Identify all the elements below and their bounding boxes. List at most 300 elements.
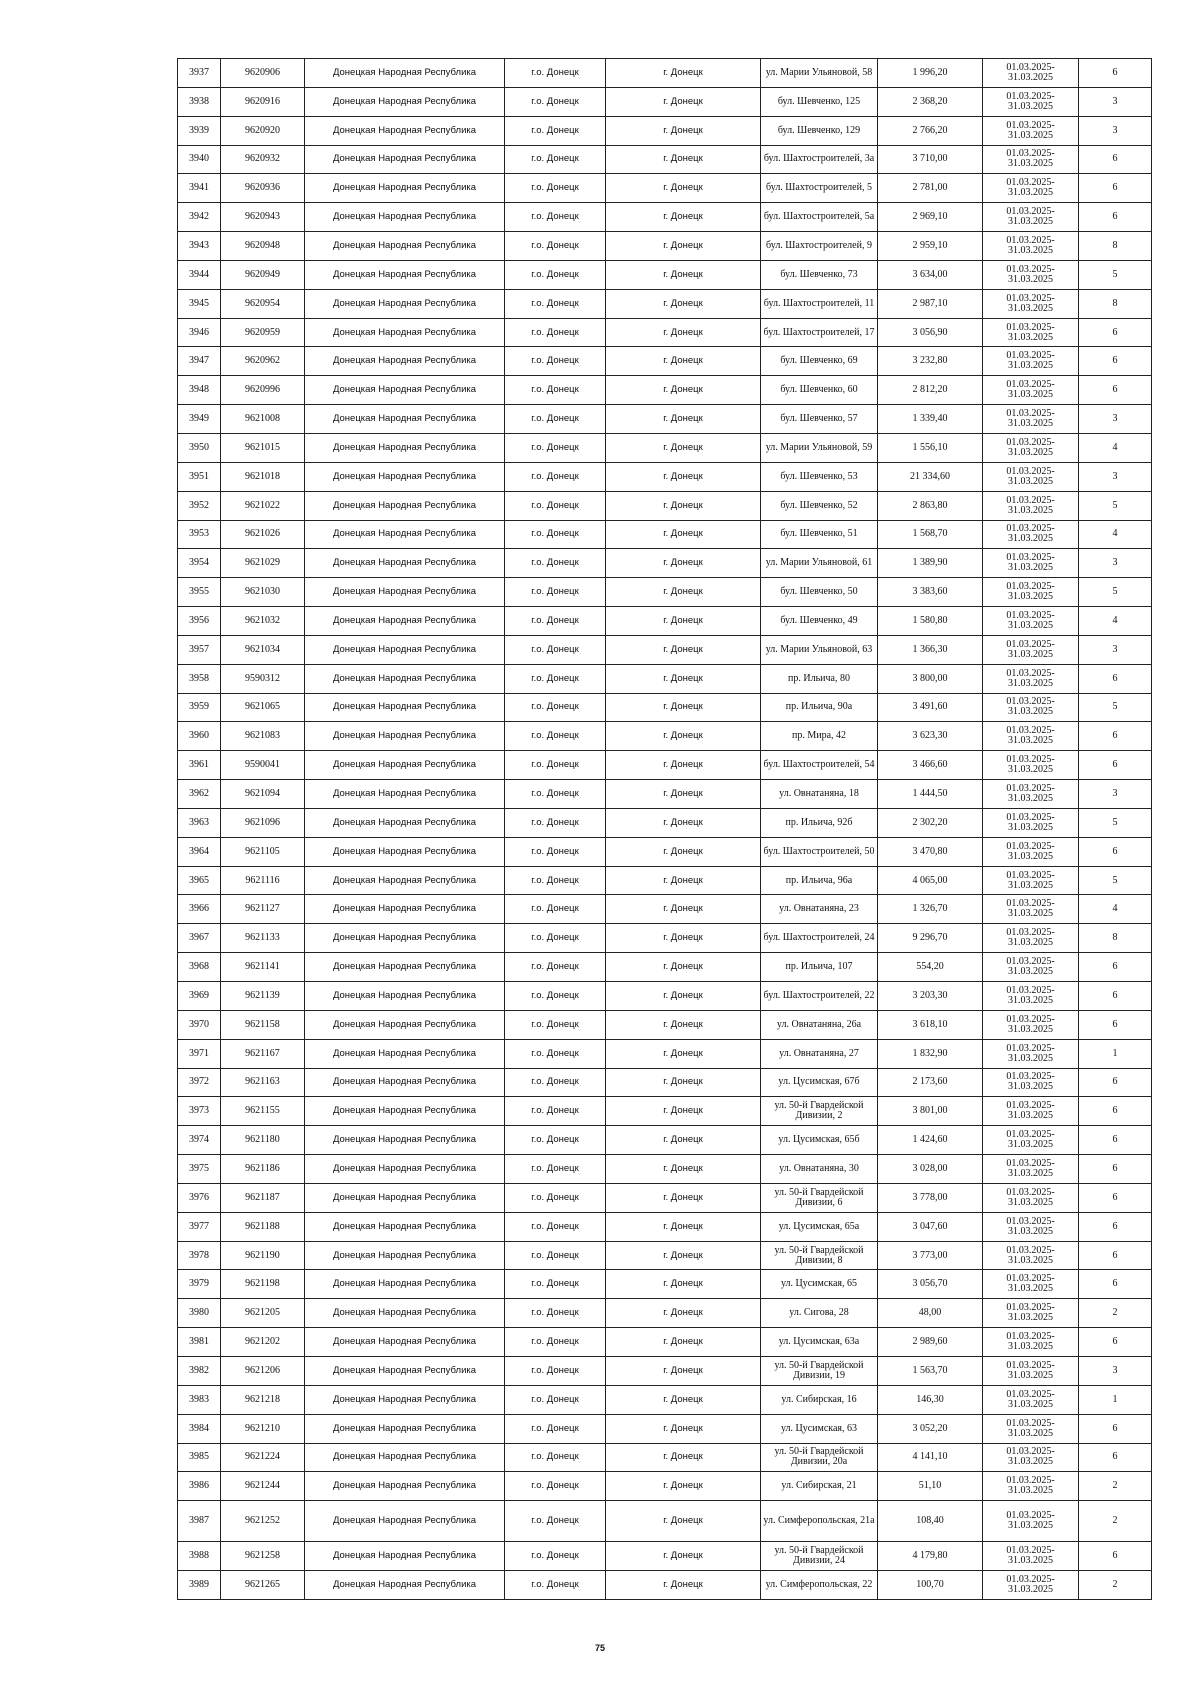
settlement-cell: г. Донецк — [606, 87, 761, 116]
settlement-cell: г. Донецк — [606, 1328, 761, 1357]
area-value-cell: 3 232,80 — [878, 347, 983, 376]
settlement-cell: г. Донецк — [606, 1443, 761, 1472]
object-code-cell: 9621029 — [221, 549, 305, 578]
region-cell: Донецкая Народная Республика — [305, 87, 505, 116]
row-number-cell: 3964 — [178, 837, 221, 866]
count-value-cell: 3 — [1079, 405, 1152, 434]
municipal-district-cell: г.о. Донецк — [505, 635, 606, 664]
period-cell: 01.03.2025- 31.03.2025 — [983, 693, 1079, 722]
count-value-cell: 6 — [1079, 1097, 1152, 1126]
count-value-cell: 1 — [1079, 1385, 1152, 1414]
address-cell: ул. Марии Ульяновой, 61 — [761, 549, 878, 578]
address-cell: ул. Овнатаняна, 30 — [761, 1155, 878, 1184]
table-row — [178, 87, 1152, 116]
region-cell: Донецкая Народная Республика — [305, 347, 505, 376]
municipal-district-cell: г.о. Донецк — [505, 837, 606, 866]
region-cell: Донецкая Народная Республика — [305, 433, 505, 462]
row-number-cell: 3948 — [178, 376, 221, 405]
period-cell: 01.03.2025- 31.03.2025 — [983, 116, 1079, 145]
address-cell: бул. Шевченко, 57 — [761, 405, 878, 434]
address-cell: бул. Шевченко, 49 — [761, 607, 878, 636]
address-cell: пр. Ильича, 96а — [761, 866, 878, 895]
address-cell: бул. Шахтостроителей, 24 — [761, 924, 878, 953]
settlement-cell: г. Донецк — [606, 837, 761, 866]
table-row — [178, 145, 1152, 174]
period-cell: 01.03.2025- 31.03.2025 — [983, 520, 1079, 549]
region-cell: Донецкая Народная Республика — [305, 1328, 505, 1357]
period-cell: 01.03.2025- 31.03.2025 — [983, 751, 1079, 780]
municipal-district-cell: г.о. Донецк — [505, 462, 606, 491]
count-value-cell: 5 — [1079, 808, 1152, 837]
address-cell: пр. Ильича, 92б — [761, 808, 878, 837]
settlement-cell: г. Донецк — [606, 116, 761, 145]
row-number-cell: 3985 — [178, 1443, 221, 1472]
count-value-cell: 6 — [1079, 145, 1152, 174]
period-cell: 01.03.2025- 31.03.2025 — [983, 982, 1079, 1011]
settlement-cell: г. Донецк — [606, 1414, 761, 1443]
municipal-district-cell: г.о. Донецк — [505, 607, 606, 636]
period-cell: 01.03.2025- 31.03.2025 — [983, 1501, 1079, 1542]
address-cell: бул. Шевченко, 53 — [761, 462, 878, 491]
period-cell: 01.03.2025- 31.03.2025 — [983, 837, 1079, 866]
region-cell: Донецкая Народная Республика — [305, 1443, 505, 1472]
row-number-cell: 3986 — [178, 1472, 221, 1501]
area-value-cell: 21 334,60 — [878, 462, 983, 491]
object-code-cell: 9621094 — [221, 780, 305, 809]
count-value-cell: 1 — [1079, 1039, 1152, 1068]
region-cell: Донецкая Народная Республика — [305, 1097, 505, 1126]
period-cell: 01.03.2025- 31.03.2025 — [983, 1183, 1079, 1212]
address-cell: ул. Цусимская, 67б — [761, 1068, 878, 1097]
municipal-district-cell: г.о. Донецк — [505, 693, 606, 722]
address-cell: бул. Шевченко, 50 — [761, 578, 878, 607]
table-row — [178, 982, 1152, 1011]
region-cell: Донецкая Народная Республика — [305, 837, 505, 866]
area-value-cell: 4 141,10 — [878, 1443, 983, 1472]
address-cell: ул. Цусимская, 65 — [761, 1270, 878, 1299]
row-number-cell: 3982 — [178, 1356, 221, 1385]
region-cell: Донецкая Народная Республика — [305, 1385, 505, 1414]
address-cell: пр. Ильича, 107 — [761, 953, 878, 982]
municipal-district-cell: г.о. Донецк — [505, 780, 606, 809]
region-cell: Донецкая Народная Республика — [305, 808, 505, 837]
region-cell: Донецкая Народная Республика — [305, 1212, 505, 1241]
row-number-cell: 3954 — [178, 549, 221, 578]
row-number-cell: 3970 — [178, 1010, 221, 1039]
count-value-cell: 4 — [1079, 607, 1152, 636]
object-code-cell: 9620954 — [221, 289, 305, 318]
region-cell: Донецкая Народная Республика — [305, 1126, 505, 1155]
count-value-cell: 6 — [1079, 1542, 1152, 1571]
address-cell: бул. Шахтостроителей, 50 — [761, 837, 878, 866]
count-value-cell: 3 — [1079, 780, 1152, 809]
period-cell: 01.03.2025- 31.03.2025 — [983, 59, 1079, 88]
area-value-cell: 2 302,20 — [878, 808, 983, 837]
table-row — [178, 1212, 1152, 1241]
period-cell: 01.03.2025- 31.03.2025 — [983, 722, 1079, 751]
area-value-cell: 2 987,10 — [878, 289, 983, 318]
address-cell: ул. Овнатаняна, 26а — [761, 1010, 878, 1039]
object-code-cell: 9621210 — [221, 1414, 305, 1443]
settlement-cell: г. Донецк — [606, 1472, 761, 1501]
row-number-cell: 3971 — [178, 1039, 221, 1068]
municipal-district-cell: г.о. Донецк — [505, 578, 606, 607]
count-value-cell: 6 — [1079, 1155, 1152, 1184]
count-value-cell: 6 — [1079, 1212, 1152, 1241]
region-cell: Донецкая Народная Республика — [305, 376, 505, 405]
row-number-cell: 3937 — [178, 59, 221, 88]
period-cell: 01.03.2025- 31.03.2025 — [983, 1039, 1079, 1068]
count-value-cell: 6 — [1079, 347, 1152, 376]
address-cell: ул. Цусимская, 65а — [761, 1212, 878, 1241]
area-value-cell: 1 424,60 — [878, 1126, 983, 1155]
settlement-cell: г. Донецк — [606, 664, 761, 693]
area-value-cell: 2 969,10 — [878, 203, 983, 232]
row-number-cell: 3958 — [178, 664, 221, 693]
area-value-cell: 100,70 — [878, 1571, 983, 1600]
municipal-district-cell: г.о. Донецк — [505, 1010, 606, 1039]
count-value-cell: 8 — [1079, 924, 1152, 953]
period-cell: 01.03.2025- 31.03.2025 — [983, 780, 1079, 809]
count-value-cell: 8 — [1079, 289, 1152, 318]
settlement-cell: г. Донецк — [606, 260, 761, 289]
region-cell: Донецкая Народная Республика — [305, 232, 505, 261]
row-number-cell: 3945 — [178, 289, 221, 318]
region-cell: Донецкая Народная Республика — [305, 578, 505, 607]
area-value-cell: 3 203,30 — [878, 982, 983, 1011]
region-cell: Донецкая Народная Республика — [305, 635, 505, 664]
object-code-cell: 9621198 — [221, 1270, 305, 1299]
period-cell: 01.03.2025- 31.03.2025 — [983, 1356, 1079, 1385]
municipal-district-cell: г.о. Донецк — [505, 1270, 606, 1299]
count-value-cell: 6 — [1079, 1068, 1152, 1097]
period-cell: 01.03.2025- 31.03.2025 — [983, 347, 1079, 376]
count-value-cell: 4 — [1079, 433, 1152, 462]
period-cell: 01.03.2025- 31.03.2025 — [983, 1472, 1079, 1501]
settlement-cell: г. Донецк — [606, 376, 761, 405]
row-number-cell: 3983 — [178, 1385, 221, 1414]
address-cell: бул. Шевченко, 73 — [761, 260, 878, 289]
municipal-district-cell: г.о. Донецк — [505, 87, 606, 116]
object-code-cell: 9620906 — [221, 59, 305, 88]
object-code-cell: 9621186 — [221, 1155, 305, 1184]
settlement-cell: г. Донецк — [606, 462, 761, 491]
region-cell: Донецкая Народная Республика — [305, 174, 505, 203]
settlement-cell: г. Донецк — [606, 491, 761, 520]
row-number-cell: 3963 — [178, 808, 221, 837]
address-cell: ул. 50-й Гвардейской Дивизии, 24 — [761, 1542, 878, 1571]
settlement-cell: г. Донецк — [606, 405, 761, 434]
row-number-cell: 3938 — [178, 87, 221, 116]
object-code-cell: 9620959 — [221, 318, 305, 347]
count-value-cell: 6 — [1079, 1010, 1152, 1039]
count-value-cell: 5 — [1079, 693, 1152, 722]
table-row — [178, 1126, 1152, 1155]
table-row — [178, 607, 1152, 636]
area-value-cell: 3 801,00 — [878, 1097, 983, 1126]
object-code-cell: 9621258 — [221, 1542, 305, 1571]
region-cell: Донецкая Народная Республика — [305, 1270, 505, 1299]
region-cell: Донецкая Народная Республика — [305, 1501, 505, 1542]
object-code-cell: 9621206 — [221, 1356, 305, 1385]
region-cell: Донецкая Народная Республика — [305, 405, 505, 434]
object-code-cell: 9620936 — [221, 174, 305, 203]
area-value-cell: 3 710,00 — [878, 145, 983, 174]
table-row — [178, 289, 1152, 318]
municipal-district-cell: г.о. Донецк — [505, 1068, 606, 1097]
period-cell: 01.03.2025- 31.03.2025 — [983, 405, 1079, 434]
municipal-district-cell: г.о. Донецк — [505, 59, 606, 88]
row-number-cell: 3975 — [178, 1155, 221, 1184]
address-cell: ул. 50-й Гвардейской Дивизии, 6 — [761, 1183, 878, 1212]
area-value-cell: 2 959,10 — [878, 232, 983, 261]
municipal-district-cell: г.о. Донецк — [505, 722, 606, 751]
region-cell: Донецкая Народная Республика — [305, 145, 505, 174]
table-row — [178, 116, 1152, 145]
row-number-cell: 3989 — [178, 1571, 221, 1600]
address-cell: бул. Шахтостроителей, 5а — [761, 203, 878, 232]
row-number-cell: 3980 — [178, 1299, 221, 1328]
settlement-cell: г. Донецк — [606, 347, 761, 376]
settlement-cell: г. Донецк — [606, 866, 761, 895]
table-row — [178, 866, 1152, 895]
address-cell: ул. 50-й Гвардейской Дивизии, 19 — [761, 1356, 878, 1385]
municipal-district-cell: г.о. Донецк — [505, 1571, 606, 1600]
registry-table-body — [178, 59, 1152, 1600]
object-code-cell: 9621141 — [221, 953, 305, 982]
count-value-cell: 3 — [1079, 116, 1152, 145]
count-value-cell: 6 — [1079, 1241, 1152, 1270]
table-row — [178, 780, 1152, 809]
object-code-cell: 9621030 — [221, 578, 305, 607]
table-row — [178, 1542, 1152, 1571]
region-cell: Донецкая Народная Республика — [305, 780, 505, 809]
count-value-cell: 6 — [1079, 203, 1152, 232]
municipal-district-cell: г.о. Донецк — [505, 405, 606, 434]
settlement-cell: г. Донецк — [606, 1126, 761, 1155]
settlement-cell: г. Донецк — [606, 1155, 761, 1184]
row-number-cell: 3978 — [178, 1241, 221, 1270]
count-value-cell: 6 — [1079, 1183, 1152, 1212]
settlement-cell: г. Донецк — [606, 59, 761, 88]
address-cell: бул. Шевченко, 129 — [761, 116, 878, 145]
address-cell: бул. Шевченко, 52 — [761, 491, 878, 520]
region-cell: Донецкая Народная Республика — [305, 491, 505, 520]
count-value-cell: 6 — [1079, 837, 1152, 866]
address-cell: ул. Сигова, 28 — [761, 1299, 878, 1328]
municipal-district-cell: г.о. Донецк — [505, 116, 606, 145]
region-cell: Донецкая Народная Республика — [305, 318, 505, 347]
period-cell: 01.03.2025- 31.03.2025 — [983, 1068, 1079, 1097]
area-value-cell: 3 618,10 — [878, 1010, 983, 1039]
table-row — [178, 1155, 1152, 1184]
object-code-cell: 9621218 — [221, 1385, 305, 1414]
period-cell: 01.03.2025- 31.03.2025 — [983, 174, 1079, 203]
object-code-cell: 9590041 — [221, 751, 305, 780]
region-cell: Донецкая Народная Республика — [305, 1010, 505, 1039]
region-cell: Донецкая Народная Республика — [305, 722, 505, 751]
count-value-cell: 6 — [1079, 174, 1152, 203]
object-code-cell: 9620920 — [221, 116, 305, 145]
address-cell: ул. Овнатаняна, 18 — [761, 780, 878, 809]
settlement-cell: г. Донецк — [606, 895, 761, 924]
table-row — [178, 722, 1152, 751]
settlement-cell: г. Донецк — [606, 174, 761, 203]
settlement-cell: г. Донецк — [606, 232, 761, 261]
table-row — [178, 808, 1152, 837]
area-value-cell: 1 444,50 — [878, 780, 983, 809]
table-row — [178, 174, 1152, 203]
address-cell: бул. Шахтостроителей, 17 — [761, 318, 878, 347]
municipal-district-cell: г.о. Донецк — [505, 1328, 606, 1357]
table-row — [178, 59, 1152, 88]
row-number-cell: 3961 — [178, 751, 221, 780]
period-cell: 01.03.2025- 31.03.2025 — [983, 1270, 1079, 1299]
table-row — [178, 693, 1152, 722]
period-cell: 01.03.2025- 31.03.2025 — [983, 607, 1079, 636]
region-cell: Донецкая Народная Республика — [305, 895, 505, 924]
municipal-district-cell: г.о. Донецк — [505, 1542, 606, 1571]
area-value-cell: 3 466,60 — [878, 751, 983, 780]
row-number-cell: 3946 — [178, 318, 221, 347]
count-value-cell: 3 — [1079, 87, 1152, 116]
row-number-cell: 3965 — [178, 866, 221, 895]
municipal-district-cell: г.о. Донецк — [505, 318, 606, 347]
period-cell: 01.03.2025- 31.03.2025 — [983, 808, 1079, 837]
region-cell: Донецкая Народная Республика — [305, 1414, 505, 1443]
table-row — [178, 1039, 1152, 1068]
address-cell: ул. Цусимская, 65б — [761, 1126, 878, 1155]
area-value-cell: 1 339,40 — [878, 405, 983, 434]
table-row — [178, 1183, 1152, 1212]
address-cell: пр. Мира, 42 — [761, 722, 878, 751]
count-value-cell: 3 — [1079, 462, 1152, 491]
municipal-district-cell: г.о. Донецк — [505, 1155, 606, 1184]
row-number-cell: 3968 — [178, 953, 221, 982]
settlement-cell: г. Донецк — [606, 578, 761, 607]
row-number-cell: 3949 — [178, 405, 221, 434]
object-code-cell: 9621155 — [221, 1097, 305, 1126]
area-value-cell: 2 766,20 — [878, 116, 983, 145]
object-code-cell: 9621180 — [221, 1126, 305, 1155]
object-code-cell: 9621167 — [221, 1039, 305, 1068]
municipal-district-cell: г.о. Донецк — [505, 1472, 606, 1501]
period-cell: 01.03.2025- 31.03.2025 — [983, 376, 1079, 405]
table-row — [178, 520, 1152, 549]
row-number-cell: 3939 — [178, 116, 221, 145]
table-row — [178, 1010, 1152, 1039]
object-code-cell: 9620949 — [221, 260, 305, 289]
area-value-cell: 1 580,80 — [878, 607, 983, 636]
object-code-cell: 9590312 — [221, 664, 305, 693]
region-cell: Донецкая Народная Республика — [305, 1183, 505, 1212]
table-row — [178, 462, 1152, 491]
object-code-cell: 9621224 — [221, 1443, 305, 1472]
count-value-cell: 4 — [1079, 520, 1152, 549]
row-number-cell: 3940 — [178, 145, 221, 174]
count-value-cell: 3 — [1079, 549, 1152, 578]
settlement-cell: г. Донецк — [606, 722, 761, 751]
table-row — [178, 433, 1152, 462]
municipal-district-cell: г.о. Донецк — [505, 520, 606, 549]
area-value-cell: 3 773,00 — [878, 1241, 983, 1270]
count-value-cell: 6 — [1079, 318, 1152, 347]
area-value-cell: 3 056,90 — [878, 318, 983, 347]
area-value-cell: 1 366,30 — [878, 635, 983, 664]
period-cell: 01.03.2025- 31.03.2025 — [983, 318, 1079, 347]
object-code-cell: 9620948 — [221, 232, 305, 261]
row-number-cell: 3981 — [178, 1328, 221, 1357]
region-cell: Донецкая Народная Республика — [305, 1571, 505, 1600]
period-cell: 01.03.2025- 31.03.2025 — [983, 866, 1079, 895]
settlement-cell: г. Донецк — [606, 1241, 761, 1270]
period-cell: 01.03.2025- 31.03.2025 — [983, 924, 1079, 953]
object-code-cell: 9621244 — [221, 1472, 305, 1501]
object-code-cell: 9620962 — [221, 347, 305, 376]
period-cell: 01.03.2025- 31.03.2025 — [983, 1212, 1079, 1241]
area-value-cell: 2 368,20 — [878, 87, 983, 116]
municipal-district-cell: г.о. Донецк — [505, 751, 606, 780]
region-cell: Донецкая Народная Республика — [305, 866, 505, 895]
area-value-cell: 4 065,00 — [878, 866, 983, 895]
municipal-district-cell: г.о. Донецк — [505, 1414, 606, 1443]
period-cell: 01.03.2025- 31.03.2025 — [983, 1010, 1079, 1039]
object-code-cell: 9621127 — [221, 895, 305, 924]
object-code-cell: 9621083 — [221, 722, 305, 751]
row-number-cell: 3976 — [178, 1183, 221, 1212]
object-code-cell: 9621065 — [221, 693, 305, 722]
municipal-district-cell: г.о. Донецк — [505, 1126, 606, 1155]
area-value-cell: 1 563,70 — [878, 1356, 983, 1385]
area-value-cell: 108,40 — [878, 1501, 983, 1542]
period-cell: 01.03.2025- 31.03.2025 — [983, 895, 1079, 924]
settlement-cell: г. Донецк — [606, 1068, 761, 1097]
settlement-cell: г. Донецк — [606, 693, 761, 722]
table-row — [178, 1068, 1152, 1097]
row-number-cell: 3953 — [178, 520, 221, 549]
row-number-cell: 3969 — [178, 982, 221, 1011]
settlement-cell: г. Донецк — [606, 1270, 761, 1299]
row-number-cell: 3947 — [178, 347, 221, 376]
address-cell: бул. Шевченко, 60 — [761, 376, 878, 405]
settlement-cell: г. Донецк — [606, 1501, 761, 1542]
settlement-cell: г. Донецк — [606, 751, 761, 780]
period-cell: 01.03.2025- 31.03.2025 — [983, 289, 1079, 318]
object-code-cell: 9621032 — [221, 607, 305, 636]
period-cell: 01.03.2025- 31.03.2025 — [983, 433, 1079, 462]
table-row — [178, 1299, 1152, 1328]
object-code-cell: 9621187 — [221, 1183, 305, 1212]
period-cell: 01.03.2025- 31.03.2025 — [983, 145, 1079, 174]
region-cell: Донецкая Народная Республика — [305, 1299, 505, 1328]
period-cell: 01.03.2025- 31.03.2025 — [983, 462, 1079, 491]
object-code-cell: 9621188 — [221, 1212, 305, 1241]
period-cell: 01.03.2025- 31.03.2025 — [983, 549, 1079, 578]
municipal-district-cell: г.о. Донецк — [505, 1385, 606, 1414]
count-value-cell: 3 — [1079, 1356, 1152, 1385]
period-cell: 01.03.2025- 31.03.2025 — [983, 1385, 1079, 1414]
region-cell: Донецкая Народная Республика — [305, 1472, 505, 1501]
area-value-cell: 9 296,70 — [878, 924, 983, 953]
address-cell: бул. Шахтостроителей, 3а — [761, 145, 878, 174]
table-row — [178, 260, 1152, 289]
object-code-cell: 9621202 — [221, 1328, 305, 1357]
count-value-cell: 6 — [1079, 59, 1152, 88]
address-cell: ул. Сибирская, 16 — [761, 1385, 878, 1414]
table-row — [178, 203, 1152, 232]
settlement-cell: г. Донецк — [606, 1097, 761, 1126]
object-code-cell: 9621026 — [221, 520, 305, 549]
